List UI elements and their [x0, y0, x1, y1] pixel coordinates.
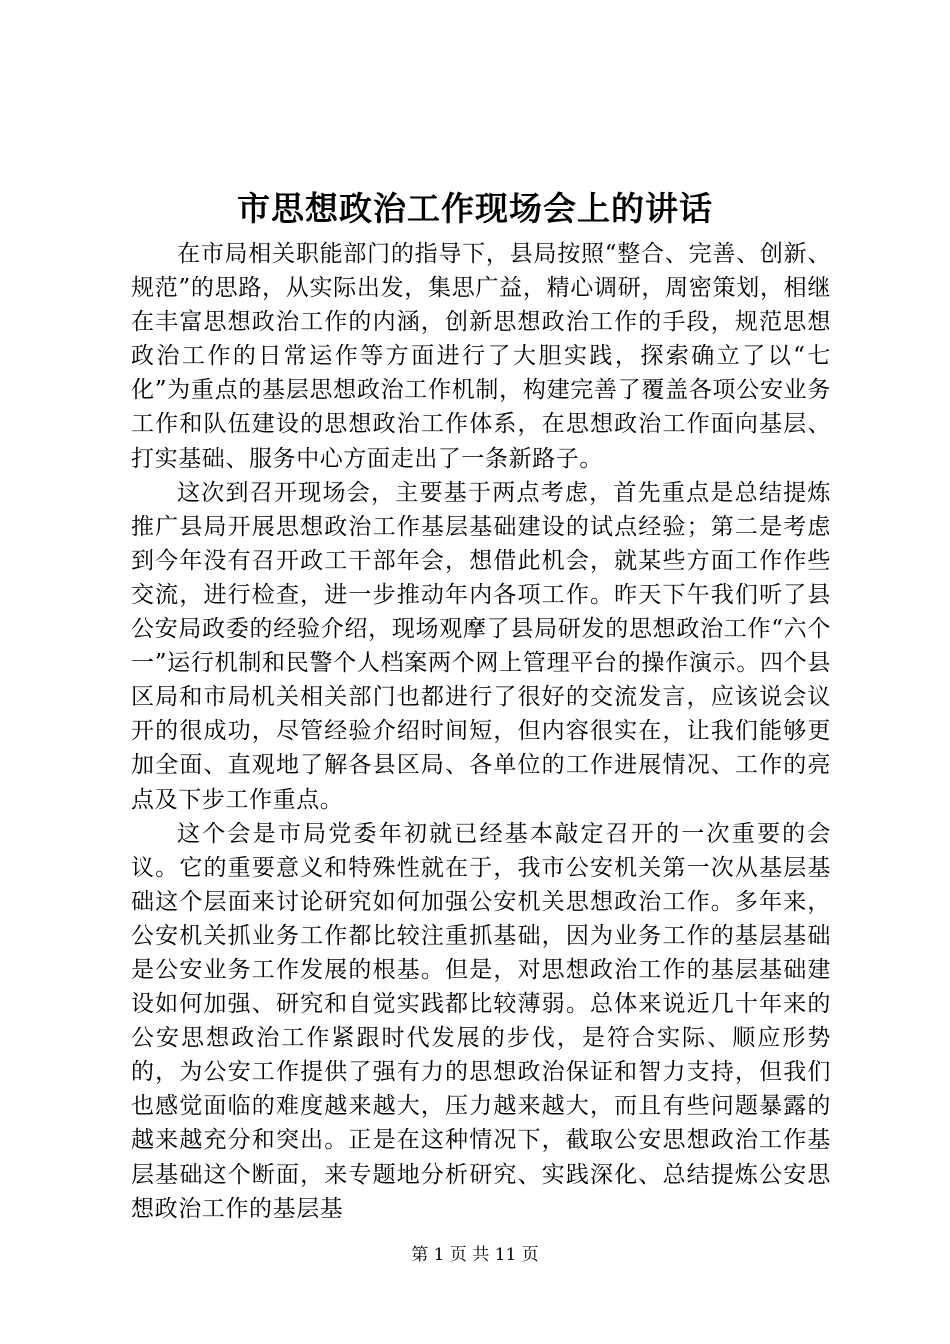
paragraph-2: 这次到召开现场会，主要基于两点考虑，首先重点是总结提炼推广县局开展思想政治工作基层基础建设的试点经验；第二是考虑到今年没有召开政工干部年会，想借此机会，就某些方面工作作些交流，进行检查，进一步推动年内各项工作。昨天下午我们听了县公安局政委的经验介绍，现场观摩了县局研发的思想政治工作“六个一”运行机制和民警个人档案两个网上管理平台的操作演示。四个县区局和市局机关相关部门也都进行了很好的交流发言，应该说会议开的很成功，尽管经验介绍时间短，但内容很实在，让我们能够更加全面、直观地了解各县区局、各单位的工作进展情况、工作的亮点及下步工作重点。	[131, 479, 831, 813]
paragraph-1: 在市局相关职能部门的指导下，县局按照“整合、完善、创新、规范”的思路，从实际出发，集思广益，精心调研，周密策划，相继在丰富思想政治工作的内涵，创新思想政治工作的手段，规范思想政治工作的日常运作等方面进行了大胆实践，探索确立了以“七化”为重点的基层思想政治工作机制，构建完善了覆盖各项公安业务工作和队伍建设的思想政治工作体系，在思想政治工作面向基层、打实基础、服务中心方面走出了一条新路子。	[131, 241, 831, 472]
paragraph-3: 这个会是市局党委年初就已经基本敲定召开的一次重要的会议。它的重要意义和特殊性就在于，我市公安机关第一次从基层基础这个层面来讨论研究如何加强公安机关思想政治工作。多年来，公安机关抓业务工作都比较注重抓基础，因为业务工作的基层基础是公安业务工作发展的根基。但是，对思想政治工作的基层基础建设如何加强、研究和自觉实践都比较薄弱。总体来说近几十年来的公安思想政治工作紧跟时代发展的步伐，是符合实际、顺应形势的，为公安工作提供了强有力的思想政治保证和智力支持，但我们也感觉面临的难度越来越大，压力越来越大，而且有些问题暴露的越来越充分和突出。正是在这种情况下，截取公安思想政治工作基层基础这个断面，来专题地分析研究、实践深化、总结提炼公安思想政治工作的基层基	[131, 820, 831, 1222]
document-title: 市思想政治工作现场会上的讲话	[237, 189, 713, 228]
page-number-footer: 第 1 页 共 11 页	[411, 1245, 539, 1265]
document-body	[131, 237, 831, 1222]
